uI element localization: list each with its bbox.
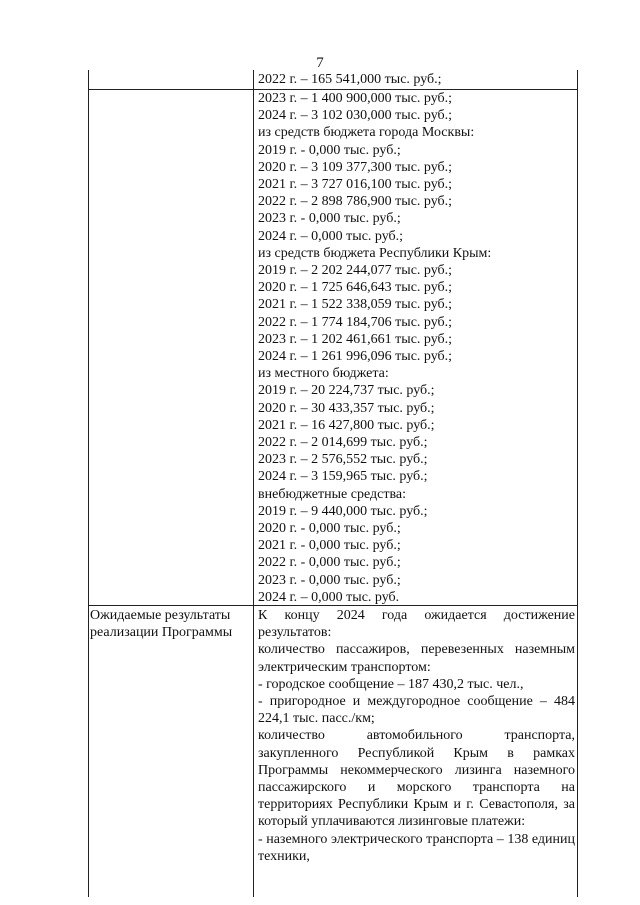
funding-line: 2024 г. – 3 102 030,000 тыс. руб.; [258,108,453,124]
funding-line: 2021 г. – 3 727 016,100 тыс. руб.; [258,177,453,193]
page-number: 7 [316,55,324,71]
funding-line: 2019 г. – 2 202 244,077 тыс. руб.; [258,263,453,279]
results-cell [258,607,575,865]
funding-line: 2019 г. – 20 224,737 тыс. руб.; [258,383,435,399]
table-border-right [577,70,578,897]
funding-line: 2021 г. - 0,000 тыс. руб.; [258,538,401,554]
funding-line: 2021 г. – 1 522 338,059 тыс. руб.; [258,297,453,313]
funding-line: 2023 г. - 0,000 тыс. руб.; [258,211,401,227]
funding-line: 2023 г. - 0,000 тыс. руб.; [258,572,401,588]
funding-line: 2021 г. – 16 427,800 тыс. руб.; [258,417,435,433]
funding-line-continued: 2022 г. – 165 541,000 тыс. руб.; [258,72,442,87]
funding-line: 2023 г. – 2 576,552 тыс. руб.; [258,452,428,468]
results-paragraph: количество автомобильного транспорта, закупленного Республикой Крым в рамках Программы некоммерческого лизинга наземного пассажирского и морского транспорта на территориях Республики Крым и г. Севастополя, за который уплачиваются лизинговые платежи: [258,728,575,830]
funding-line: 2024 г. – 3 159,965 тыс. руб.; [258,469,428,485]
funding-sources-cell [258,90,491,606]
funding-line: 2020 г. - 0,000 тыс. руб.; [258,521,401,537]
table-border-left [88,70,89,897]
funding-source-heading: из средств бюджета Республики Крым: [258,245,492,261]
funding-source-heading: из средств бюджета города Москвы: [258,125,475,141]
funding-line: 2020 г. – 30 433,357 тыс. руб.; [258,400,435,416]
funding-line: 2020 г. – 3 109 377,300 тыс. руб.; [258,159,453,175]
funding-line: 2022 г. – 2 898 786,900 тыс. руб.; [258,194,453,210]
funding-line: 2022 г. – 2 014,699 тыс. руб.; [258,435,428,451]
results-label: Ожидаемые результаты реализации Программы [90,608,233,641]
funding-line: 2024 г. – 1 261 996,096 тыс. руб.; [258,349,453,365]
results-paragraph: - городское сообщение – 187 430,2 тыс. чел., [258,676,524,692]
results-paragraph: количество пассажиров, перевезенных наземным электрическим транспортом: [258,642,575,675]
funding-line: 2023 г. – 1 400 900,000 тыс. руб.; [258,91,453,106]
funding-line: 2019 г. - 0,000 тыс. руб.; [258,142,401,158]
table-border-middle [253,70,254,897]
funding-line: 2024 г. – 0,000 тыс. руб. [258,589,400,605]
funding-line: 2022 г. – 1 774 184,706 тыс. руб.; [258,314,453,330]
funding-line: 2023 г. – 1 202 461,661 тыс. руб.; [258,331,453,347]
funding-source-heading: внебюджетные средства: [258,486,406,502]
results-paragraph: - наземного электрического транспорта – 138 единиц техники, [258,831,575,864]
funding-line: 2019 г. – 9 440,000 тыс. руб.; [258,503,428,519]
funding-line: 2022 г. - 0,000 тыс. руб.; [258,555,401,571]
funding-line: 2020 г. – 1 725 646,643 тыс. руб.; [258,280,453,296]
funding-line: 2024 г. – 0,000 тыс. руб.; [258,228,404,244]
results-paragraph: К концу 2024 года ожидается достижение результатов: [258,608,575,641]
funding-source-heading: из местного бюджета: [258,366,389,382]
results-paragraph: - пригородное и междугородное сообщение – 484 224,1 тыс. пасс./км; [258,694,575,727]
